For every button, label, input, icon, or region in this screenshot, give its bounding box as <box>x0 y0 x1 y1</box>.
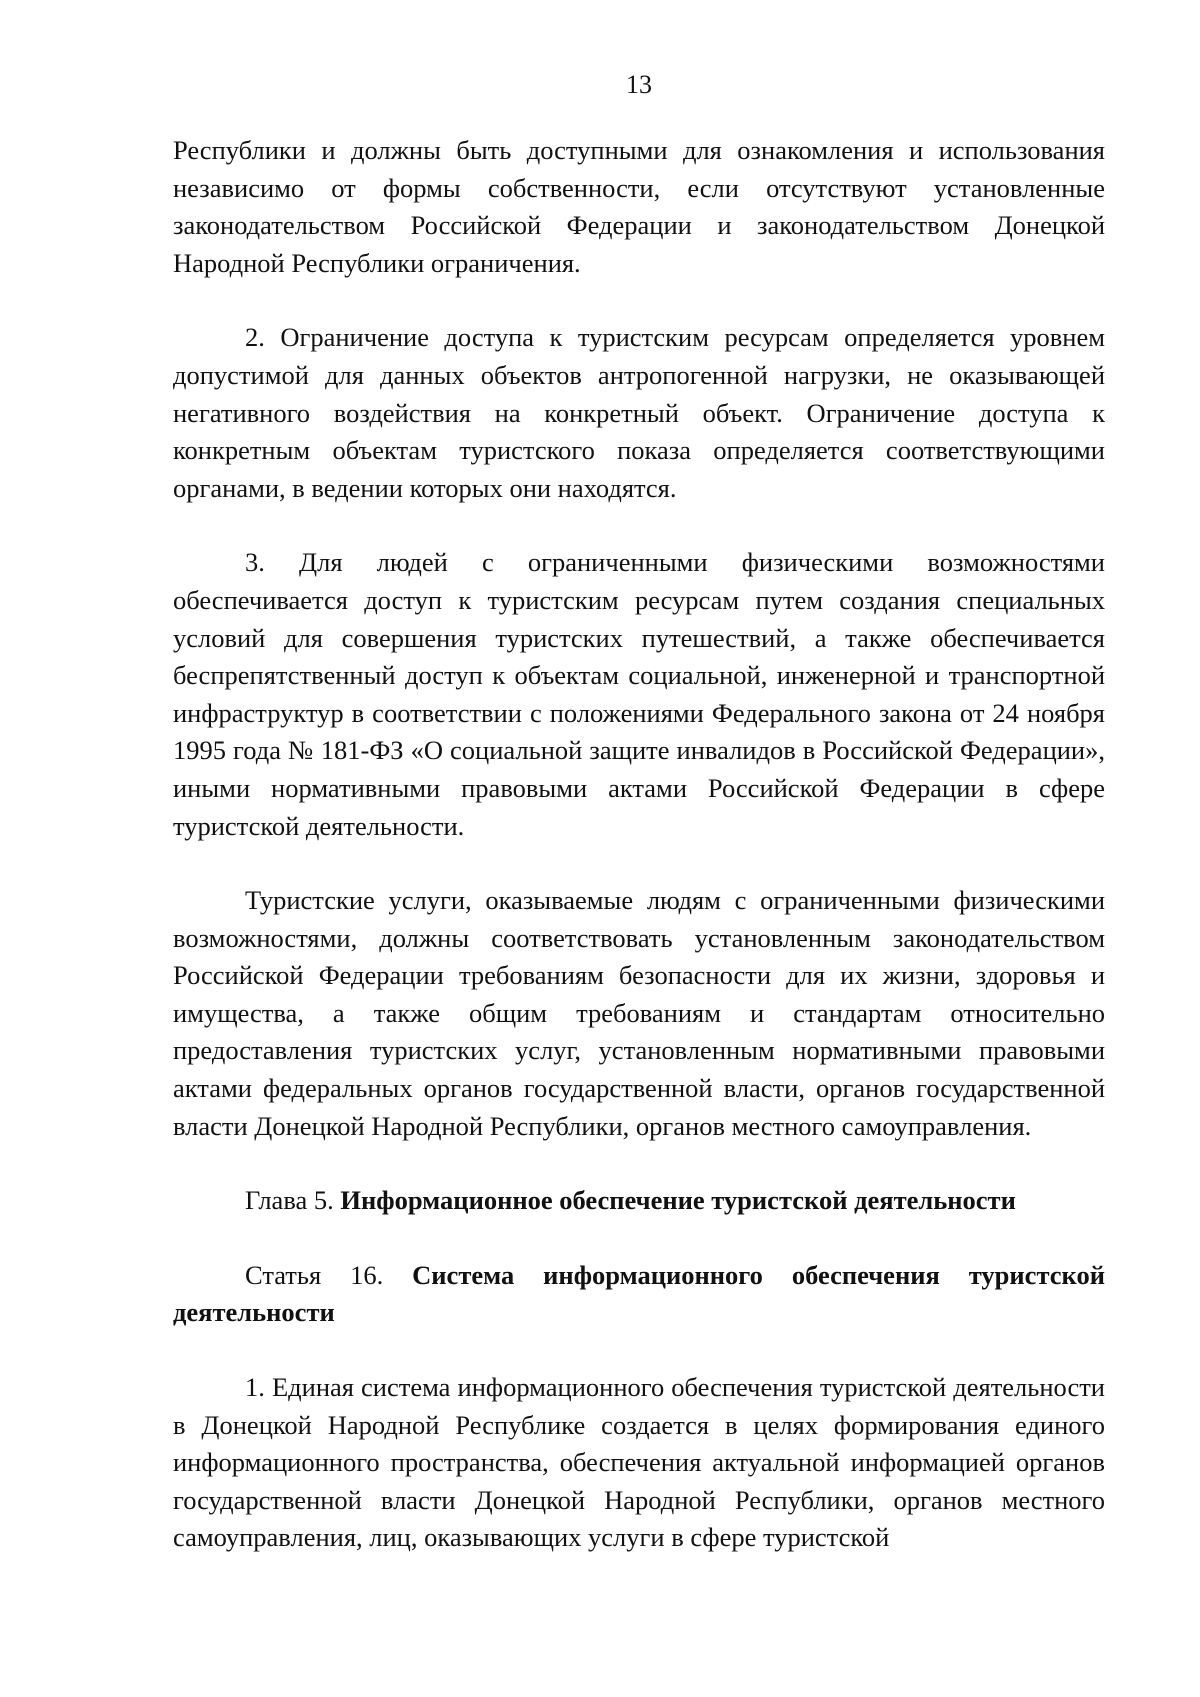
chapter-prefix: Глава 5. <box>245 1185 341 1216</box>
article-heading <box>173 1257 1105 1332</box>
paragraph-tourist-services: Туристские услуги, оказываемые людям с ограниченными физическими возможностями, должны соответствовать установленным законодательством Российской Федерации требованиям безопасности для их жизни, здоровья и имущества, а также общим требованиям и стандартам относительно предоставления туристских услуг, установленным нормативными правовыми актами федеральных органов государственной власти, органов государственной власти Донецкой Народной Республики, органов местного самоуправления. <box>173 885 1105 1141</box>
paragraph-access-restriction: 2. Ограничение доступа к туристским ресурсам определяется уровнем допустимой для данных объектов антропогенной нагрузки, не оказывающей негативного воздействия на конкретный объект. Ограничение доступа к конкретным объектам туристского показа определяется соответствующими органами, в ведении которых они находятся. <box>173 322 1105 503</box>
paragraph-disabled-access: 3. Для людей с ограниченными физическими возможностями обеспечивается доступ к туристским ресурсам путем создания специальных условий для совершения туристских путешествий, а также обеспечивается беспрепятственный доступ к объектам социальной, инженерной и транспортной инфраструктур в соответствии с положениями Федерального закона от 24 ноября 1995 года № 181-ФЗ «О социальной защите инвалидов в Российской Федерации», иными нормативными правовыми актами Российской Федерации в сфере туристской деятельности. <box>173 547 1105 841</box>
article-title: Система информационного обеспечения туристской деятельности <box>173 1259 1105 1328</box>
chapter-title: Информационное обеспечение туристской деятельности <box>340 1185 1016 1216</box>
paragraph-info-system: 1. Единая система информационного обеспечения туристской деятельности в Донецкой Народной Республике создается в целях формирования единого информационного пространства, обеспечения актуальной информацией органов государственной власти Донецкой Народной Республики, органов местного самоуправления, лиц, оказывающих услуги в сфере туристской <box>173 1372 1105 1553</box>
paragraph-continuation: Республики и должны быть доступными для ознакомления и использования независимо от формы собственности, если отсутствуют установленные законодательством Российской Федерации и законодательством Донецкой Народной Республики ограничения. <box>173 135 1105 278</box>
article-prefix: Статья 16. <box>245 1259 413 1290</box>
chapter-heading <box>173 1182 1105 1220</box>
page-number: 13 <box>626 70 652 99</box>
